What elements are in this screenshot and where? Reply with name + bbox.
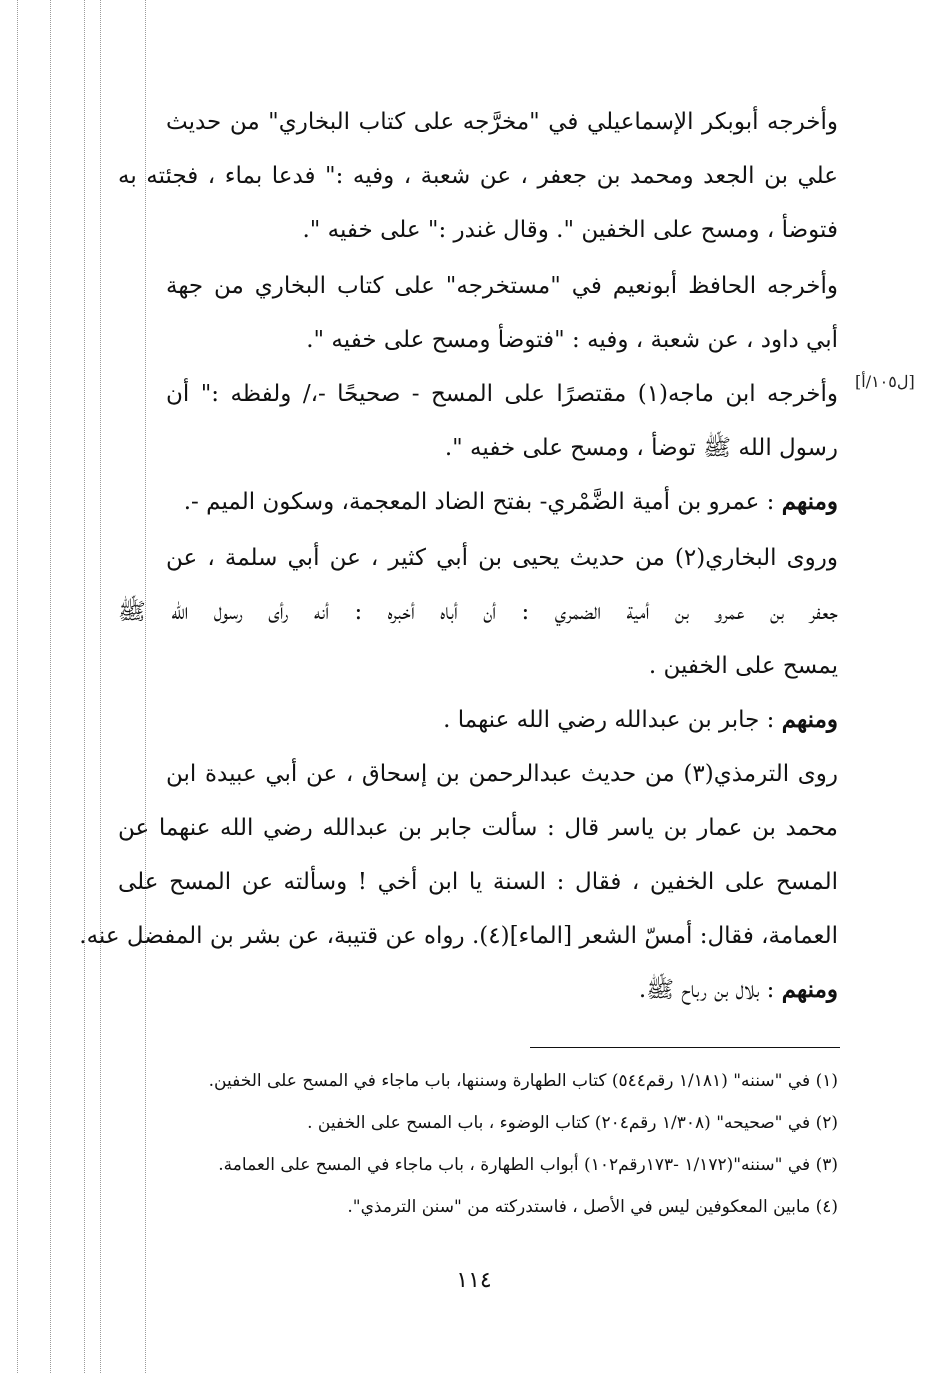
body-line: المسح على الخفين ، فقال : السنة يا ابن أخي ! وسألته عن المسح على xyxy=(118,869,838,895)
body-line: وأخرجه ابن ماجه(١) مقتصرًا على المسح - صحيحًا -،/ ولفظه :" أن xyxy=(166,381,838,407)
manuscript-folio-note: [ل١٠٥/أ] xyxy=(855,372,915,391)
heading-rest: : بلال بن رباح ﷺ. xyxy=(638,977,782,1003)
body-line: رسول الله ﷺ توضأ ، ومسح على خفيه ". xyxy=(444,435,838,461)
body-line: علي بن الجعد ومحمد بن جعفر ، عن شعبة ، وفيه :" فدعا بماء ، فجئته به xyxy=(118,163,838,189)
page-number: ١١٤ xyxy=(456,1268,492,1293)
footnote: (٢) في "صحيحه" (١/٣٠٨ رقم٢٠٤) كتاب الوضوء ، باب المسح على الخفين . xyxy=(307,1113,838,1133)
body-line: وأخرجه الحافظ أبونعيم في "مستخرجه" على كتاب البخاري من جهة xyxy=(166,273,838,299)
lead-word: ومنهم xyxy=(781,976,838,1003)
dotted-guide-line xyxy=(100,0,101,1373)
body-line: محمد بن عمار بن ياسر قال : سألت جابر بن عبدالله رضي الله عنهما عن xyxy=(118,815,838,841)
heading-rest: : جابر بن عبدالله رضي الله عنهما . xyxy=(443,707,782,733)
page-body xyxy=(79,95,838,1375)
body-line: جعفر بن عمرو بن أمية الضمري : أن أباه أخبره : أنه رأى رسول الله ﷺ xyxy=(118,599,838,625)
footnote: (٣) في "سننه"(١/١٧٢ -١٧٣رقم١٠٢) أبواب الطهارة ، باب ماجاء في المسح على العمامة. xyxy=(218,1155,838,1175)
body-line: أبي داود ، عن شعبة ، وفيه : "فتوضأ ومسح على خفيه ". xyxy=(306,327,838,353)
body-line: وروى البخاري(٢) من حديث يحيى بن أبي كثير ، عن أبي سلمة ، عن xyxy=(166,545,838,571)
dotted-guide-line xyxy=(50,0,51,1373)
body-line: وأخرجه أبوبكر الإسماعيلي في "مخرَّجه على كتاب البخاري" من حديث xyxy=(166,109,838,135)
body-line: فتوضأ ، ومسح على الخفين ". وقال غندر :" على خفيه ". xyxy=(302,217,838,243)
body-line: العمامة، فقال: أمسّ الشعر [الماء](٤). رواه عن قتيبة، عن بشر بن المفضل عنه. xyxy=(79,923,838,949)
footnote: (٤) مابين المعكوفين ليس في الأصل ، فاستدركته من "سنن الترمذي". xyxy=(347,1197,838,1217)
body-line: روى الترمذي(٣) من حديث عبدالرحمن بن إسحاق ، عن أبي عبيدة ابن xyxy=(166,761,838,787)
body-line: يمسح على الخفين . xyxy=(648,653,838,679)
footnote: (١) في "سننه" (١/١٨١ رقم٥٤٤) كتاب الطهارة وسننها، باب ماجاء في المسح على الخفين. xyxy=(208,1071,838,1091)
dotted-guide-line xyxy=(17,0,18,1373)
section-heading-line xyxy=(118,475,838,529)
dotted-guide-line xyxy=(84,0,85,1373)
footnote-separator xyxy=(530,1047,840,1048)
lead-word: ومنهم xyxy=(781,706,838,733)
section-heading-line xyxy=(166,693,838,747)
lead-word: ومنهم xyxy=(781,488,838,515)
section-heading-line xyxy=(166,963,838,1017)
heading-rest: : عمرو بن أمية الضَّمْري- بفتح الضاد المعجمة، وسكون الميم -. xyxy=(183,489,782,515)
